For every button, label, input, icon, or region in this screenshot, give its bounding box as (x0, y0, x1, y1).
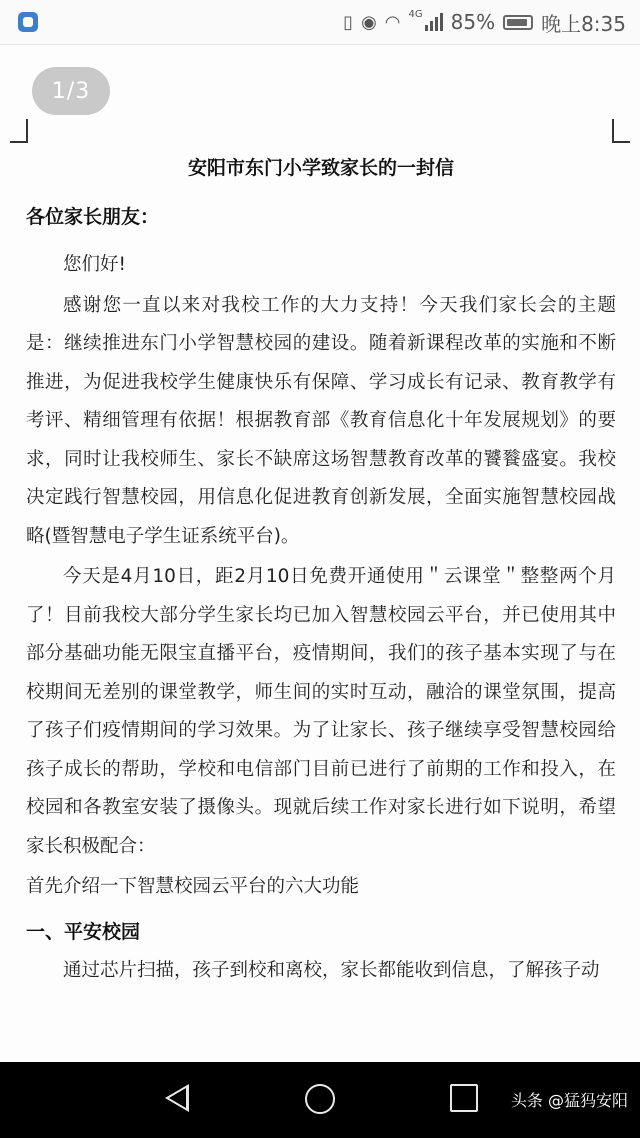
wifi-icon: ◠ (384, 11, 401, 33)
document-title: 安阳市东门小学致家长的一封信 (187, 157, 454, 179)
vibrate-icon: ▯ (343, 11, 354, 33)
eye-icon: ◉ (361, 11, 377, 33)
status-bar (0, 0, 640, 45)
intro-line: 首先介绍一下智慧校园云平台的六大功能 (26, 876, 360, 897)
paragraph: 通过芯片扫描，孩子到校和离校，家长都能收到信息，了解孩子动 (63, 959, 600, 981)
section-heading: 一、平安校园 (26, 920, 141, 943)
paragraph: 感谢您一直以来对我校工作的大力支持！今天我们家长会的主题是：继续推进东门小学智慧校园的建设。随着新课程改革的实施和不断推进，为促进我校学生健康快乐有保障、学习成长有记录、教育教学有考评、精细管理有依据！根据教育部《教育信息化十年发展规划》的要求，同时让我校师生、家长不缺席这场智慧教育改革的饕餮盛宴。我校决定践行智慧校园，用信息化促进教育创新发展，全面实施智慧校园战略(暨智慧电子学生证系统平台)。 (26, 294, 616, 547)
status-icons (343, 9, 626, 35)
signal-icon (425, 13, 443, 31)
salutation: 各位家长朋友： (26, 206, 160, 228)
battery-percent: 85% (450, 10, 496, 34)
battery-icon (503, 15, 533, 30)
network-label: 4G (408, 8, 423, 20)
document-page (26, 153, 616, 990)
greeting: 您们好! (63, 254, 126, 275)
crop-mark-left (10, 119, 28, 143)
recent-apps-icon[interactable] (450, 1084, 478, 1112)
home-icon[interactable] (305, 1084, 335, 1114)
paragraph: 今天是4月10日，距2月10日免费开通使用＂云课堂＂整整两个月了！目前我校大部分学生家长均已加入智慧校园云平台，并已使用其中部分基础功能无限宝直播平台，疫情期间，我们的孩子基本实现了与在校期间无差别的课堂教学，师生间的实时互动，融洽的课堂氛围，提高了孩子们疫情期间的学习效果。为了让家长、孩子继续享受智慧校园给孩子成长的帮助，学校和电信部门目前已进行了前期的工作和投入，在校园和各教室安装了摄像头。现就后续工作对家长进行如下说明，希望家长积极配合： (26, 566, 616, 857)
back-icon[interactable] (165, 1084, 189, 1112)
page-indicator: 1/3 (32, 67, 110, 115)
crop-mark-right (612, 119, 630, 143)
document-viewer[interactable] (0, 45, 640, 1062)
navigation-bar (0, 1062, 640, 1138)
watermark: 头条 @猛犸安阳 (510, 1091, 628, 1110)
clock: 晚上8:35 (541, 11, 626, 36)
app-shield-icon (18, 12, 38, 32)
